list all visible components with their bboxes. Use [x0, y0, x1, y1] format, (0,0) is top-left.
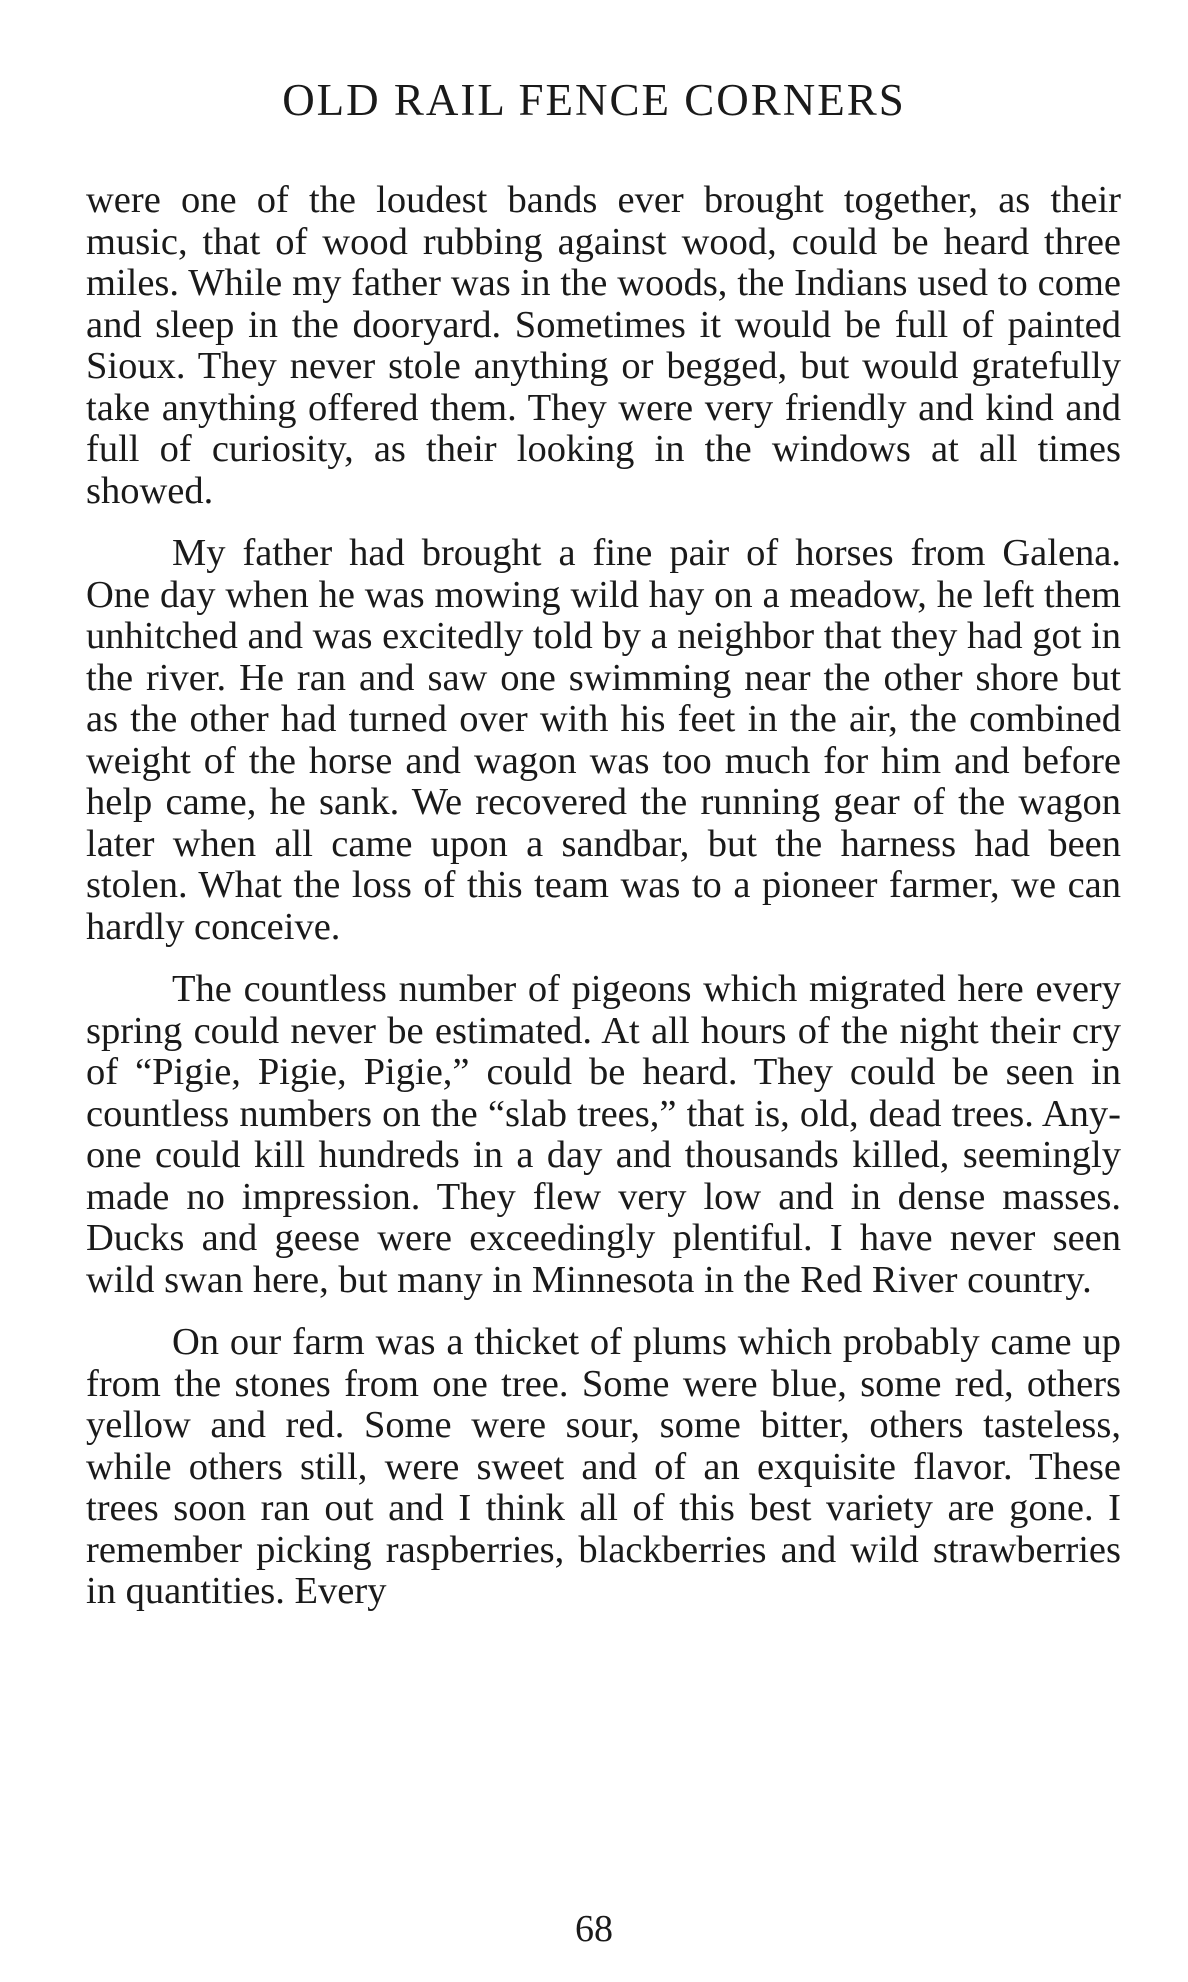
paragraph-plums: On our farm was a thicket of plums which probably came up from the stones from one tree. Some were blue, some red, others yellow and red. Some were sour, some bitter, others tasteless, while others still, were sweet and of an exquisite flavor. These trees soon ran out and I think all of this best variety are gone. I remember picking raspberries, blackberries and wild strawberries in quantities. Every: [86, 1321, 1121, 1612]
page-number: 68: [575, 1908, 613, 1950]
paragraph-continued: were one of the loudest bands ever brought together, as their music, that of wood rubbing against wood, could be heard three miles. While my father was in the woods, the Indians used to come and sleep in the dooryard. Sometimes it would be full of painted Sioux. They never stole anything or begged, but would gratefully take anything offered them. They were very friendly and kind and full of curiosity, as their looking in the windows at all times showed.: [86, 179, 1121, 512]
running-title: OLD RAIL FENCE CORNERS: [282, 75, 906, 125]
paragraph-horses: My father had brought a fine pair of horses from Galena. One day when he was mowing wild hay on a meadow, he left them unhitched and was excitedly told by a neighbor that they had got in the river. He ran and saw one swimming near the other shore but as the other had turned over with his feet in the air, the combined weight of the horse and wagon was too much for him and before help came, he sank. We recovered the running gear of the wagon later when all came upon a sandbar, but the harness had been stolen. What the loss of this team was to a pioneer farmer, we can hardly conceive.: [86, 532, 1121, 948]
body-text: [86, 180, 1121, 1613]
paragraph-pigeons: The countless number of pigeons which migrated here every spring could never be estimated. At all hours of the night their cry of “Pigie, Pigie, Pigie,” could be heard. They could be seen in countless numbers on the “slab trees,” that is, old, dead trees. Anyone could kill hundreds in a day and thousands killed, seemingly made no impression. They flew very low and in dense masses. Ducks and geese were exceedingly plentiful. I have never seen wild swan here, but many in Minnesota in the Red River country.: [86, 968, 1121, 1301]
